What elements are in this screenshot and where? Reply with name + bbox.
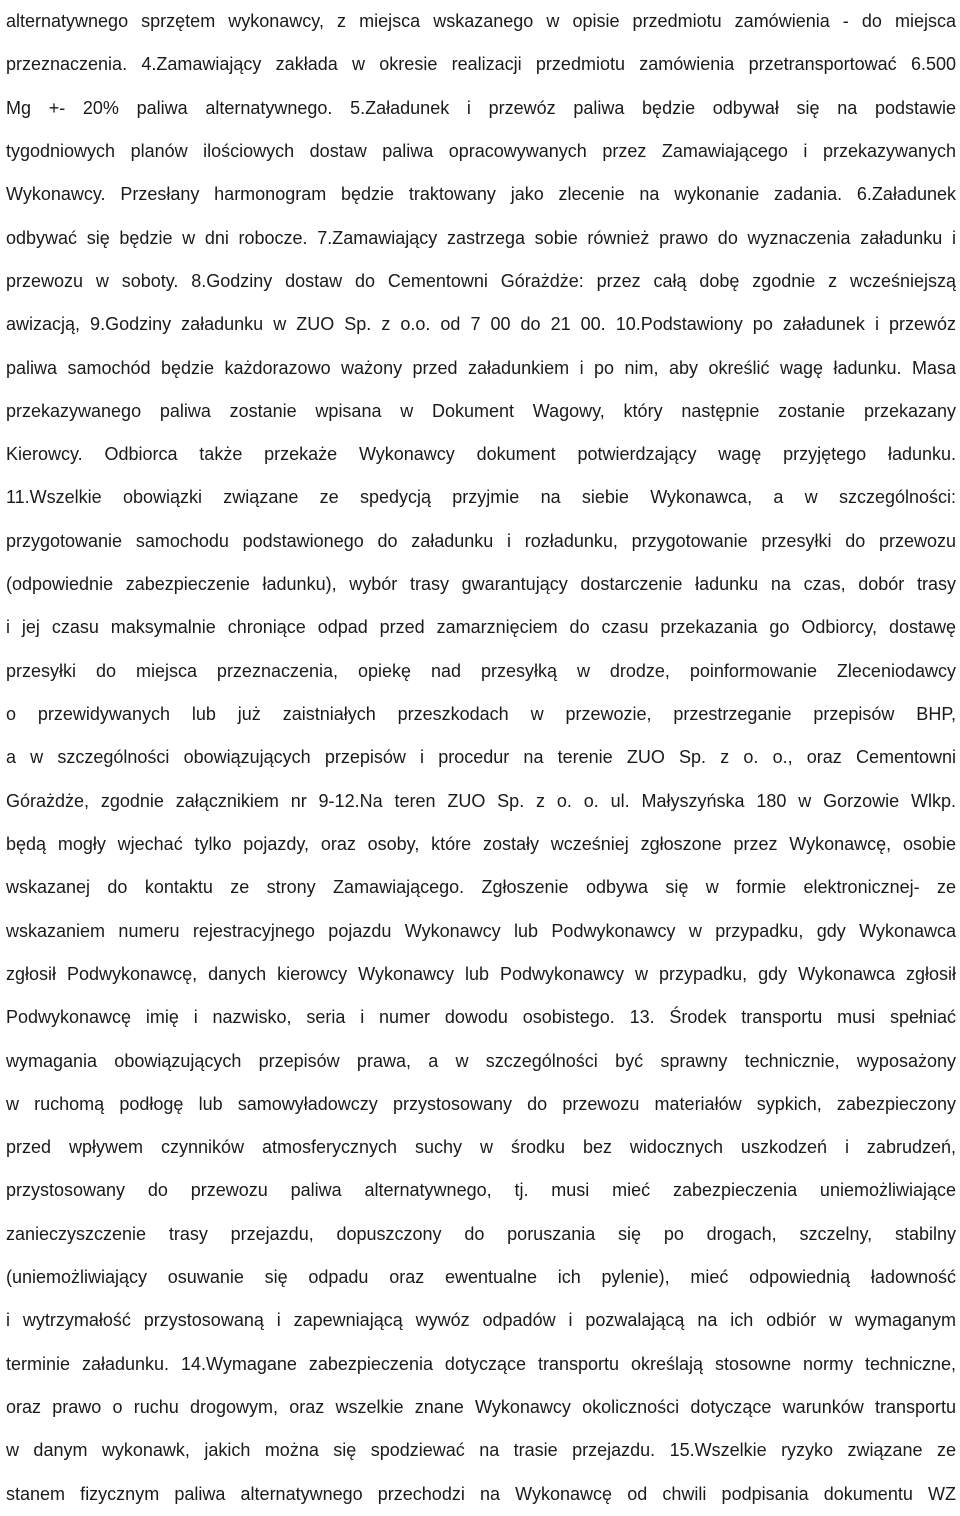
- document-body: [6, 0, 956, 1516]
- text-line: będą mogły wjechać tylko pojazdy, oraz osoby, które zostały wcześniej zgłoszone przez Wykonawcę, osobie: [6, 833, 956, 854]
- text-line: paliwa samochód będzie każdorazowo ważony przed załadunkiem i po nim, aby określić wagę ładunku. Masa: [6, 357, 956, 378]
- text-line: Górażdże, zgodnie załącznikiem nr 9-12.Na teren ZUO Sp. z o. o. ul. Małyszyńska 180 w Gorzowie Wlkp.: [6, 790, 956, 811]
- text-line: odbywać się będzie w dni robocze. 7.Zamawiający zastrzega sobie również prawo do wyznaczenia załadunku i: [6, 227, 956, 248]
- text-line: przed wpływem czynników atmosferycznych suchy w środku bez widocznych uszkodzeń i zabrudzeń,: [6, 1137, 956, 1158]
- text-line: wskazaniem numeru rejestracyjnego pojazdu Wykonawcy lub Podwykonawcy w przypadku, gdy Wykonawca: [6, 920, 956, 941]
- text-line: 11.Wszelkie obowiązki związane ze spedycją przyjmie na siebie Wykonawca, a w szczególności:: [6, 487, 956, 508]
- text-line: przystosowany do przewozu paliwa alternatywnego, tj. musi mieć zabezpieczenia uniemożliwiające: [6, 1180, 956, 1201]
- text-line: tygodniowych planów ilościowych dostaw paliwa opracowywanych przez Zamawiającego i przekazywanych: [6, 140, 956, 161]
- text-line: i wytrzymałość przystosowaną i zapewniającą wywóz odpadów i pozwalającą na ich odbiór w wymaganym: [6, 1310, 956, 1331]
- text-line: stanem fizycznym paliwa alternatywnego przechodzi na Wykonawcę od chwili podpisania dokumentu WZ: [6, 1483, 956, 1504]
- text-line: Podwykonawcę imię i nazwisko, seria i numer dowodu osobistego. 13. Środek transportu musi spełniać: [6, 1007, 956, 1028]
- text-line: i jej czasu maksymalnie chroniące odpad przed zamarznięciem do czasu przekazania go Odbiorcy, dostawę: [6, 617, 956, 638]
- text-line: terminie załadunku. 14.Wymagane zabezpieczenia dotyczące transportu określają stosowne normy techniczne,: [6, 1353, 956, 1374]
- text-line: wymagania obowiązujących przepisów prawa, a w szczególności być sprawny technicznie, wyposażony: [6, 1050, 956, 1071]
- text-line: wskazanej do kontaktu ze strony Zamawiającego. Zgłoszenie odbywa się w formie elektronicznej- ze: [6, 877, 956, 898]
- text-line: przygotowanie samochodu podstawionego do załadunku i rozładunku, przygotowanie przesyłki do przewozu: [6, 530, 956, 551]
- text-line: zgłosił Podwykonawcę, danych kierowcy Wykonawcy lub Podwykonawcy w przypadku, gdy Wykonawca zgłosił: [6, 963, 956, 984]
- text-line: a w szczególności obowiązujących przepisów i procedur na terenie ZUO Sp. z o. o., oraz Cementowni: [6, 747, 956, 768]
- text-line: Mg +- 20% paliwa alternatywnego. 5.Załadunek i przewóz paliwa będzie odbywał się na podstawie: [6, 97, 956, 118]
- text-line: Kierowcy. Odbiorca także przekaże Wykonawcy dokument potwierdzający wagę przyjętego ładunku.: [6, 444, 956, 465]
- text-line: zanieczyszczenie trasy przejazdu, dopuszczony do poruszania się po drogach, szczelny, stabilny: [6, 1223, 956, 1244]
- text-line: przesyłki do miejsca przeznaczenia, opiekę nad przesyłką w drodze, poinformowanie Zleceniodawcy: [6, 660, 956, 681]
- text-line: przeznaczenia. 4.Zamawiający zakłada w okresie realizacji przedmiotu zamówienia przetransportować 6.500: [6, 54, 956, 75]
- text-line: o przewidywanych lub już zaistniałych przeszkodach w przewozie, przestrzeganie przepisów BHP,: [6, 704, 956, 724]
- text-line: (odpowiednie zabezpieczenie ładunku), wybór trasy gwarantujący dostarczenie ładunku na czas, dobór trasy: [6, 574, 956, 595]
- text-line: w ruchomą podłogę lub samowyładowczy przystosowany do przewozu materiałów sypkich, zabezpieczony: [6, 1093, 956, 1114]
- text-line: przewozu w soboty. 8.Godziny dostaw do Cementowni Górażdże: przez całą dobę zgodnie z wcześniejszą: [6, 270, 956, 291]
- text-line: alternatywnego sprzętem wykonawcy, z miejsca wskazanego w opisie przedmiotu zamówienia - do miejsca: [6, 11, 956, 31]
- text-line: przekazywanego paliwa zostanie wpisana w Dokument Wagowy, który następnie zostanie przekazany: [6, 400, 956, 421]
- text-line: oraz prawo o ruchu drogowym, oraz wszelkie znane Wykonawcy okoliczności dotyczące warunków transportu: [6, 1397, 956, 1417]
- text-line: (uniemożliwiający osuwanie się odpadu oraz ewentualne ich pylenie), mieć odpowiednią ładowność: [6, 1267, 956, 1288]
- text-line: w danym wykonawk, jakich można się spodziewać na trasie przejazdu. 15.Wszelkie ryzyko związane ze: [6, 1440, 956, 1461]
- text-line: awizacją, 9.Godziny załadunku w ZUO Sp. z o.o. od 7 00 do 21 00. 10.Podstawiony po załadunek i przewóz: [6, 314, 956, 335]
- text-line: Wykonawcy. Przesłany harmonogram będzie traktowany jako zlecenie na wykonanie zadania. 6.Załadunek: [6, 184, 956, 205]
